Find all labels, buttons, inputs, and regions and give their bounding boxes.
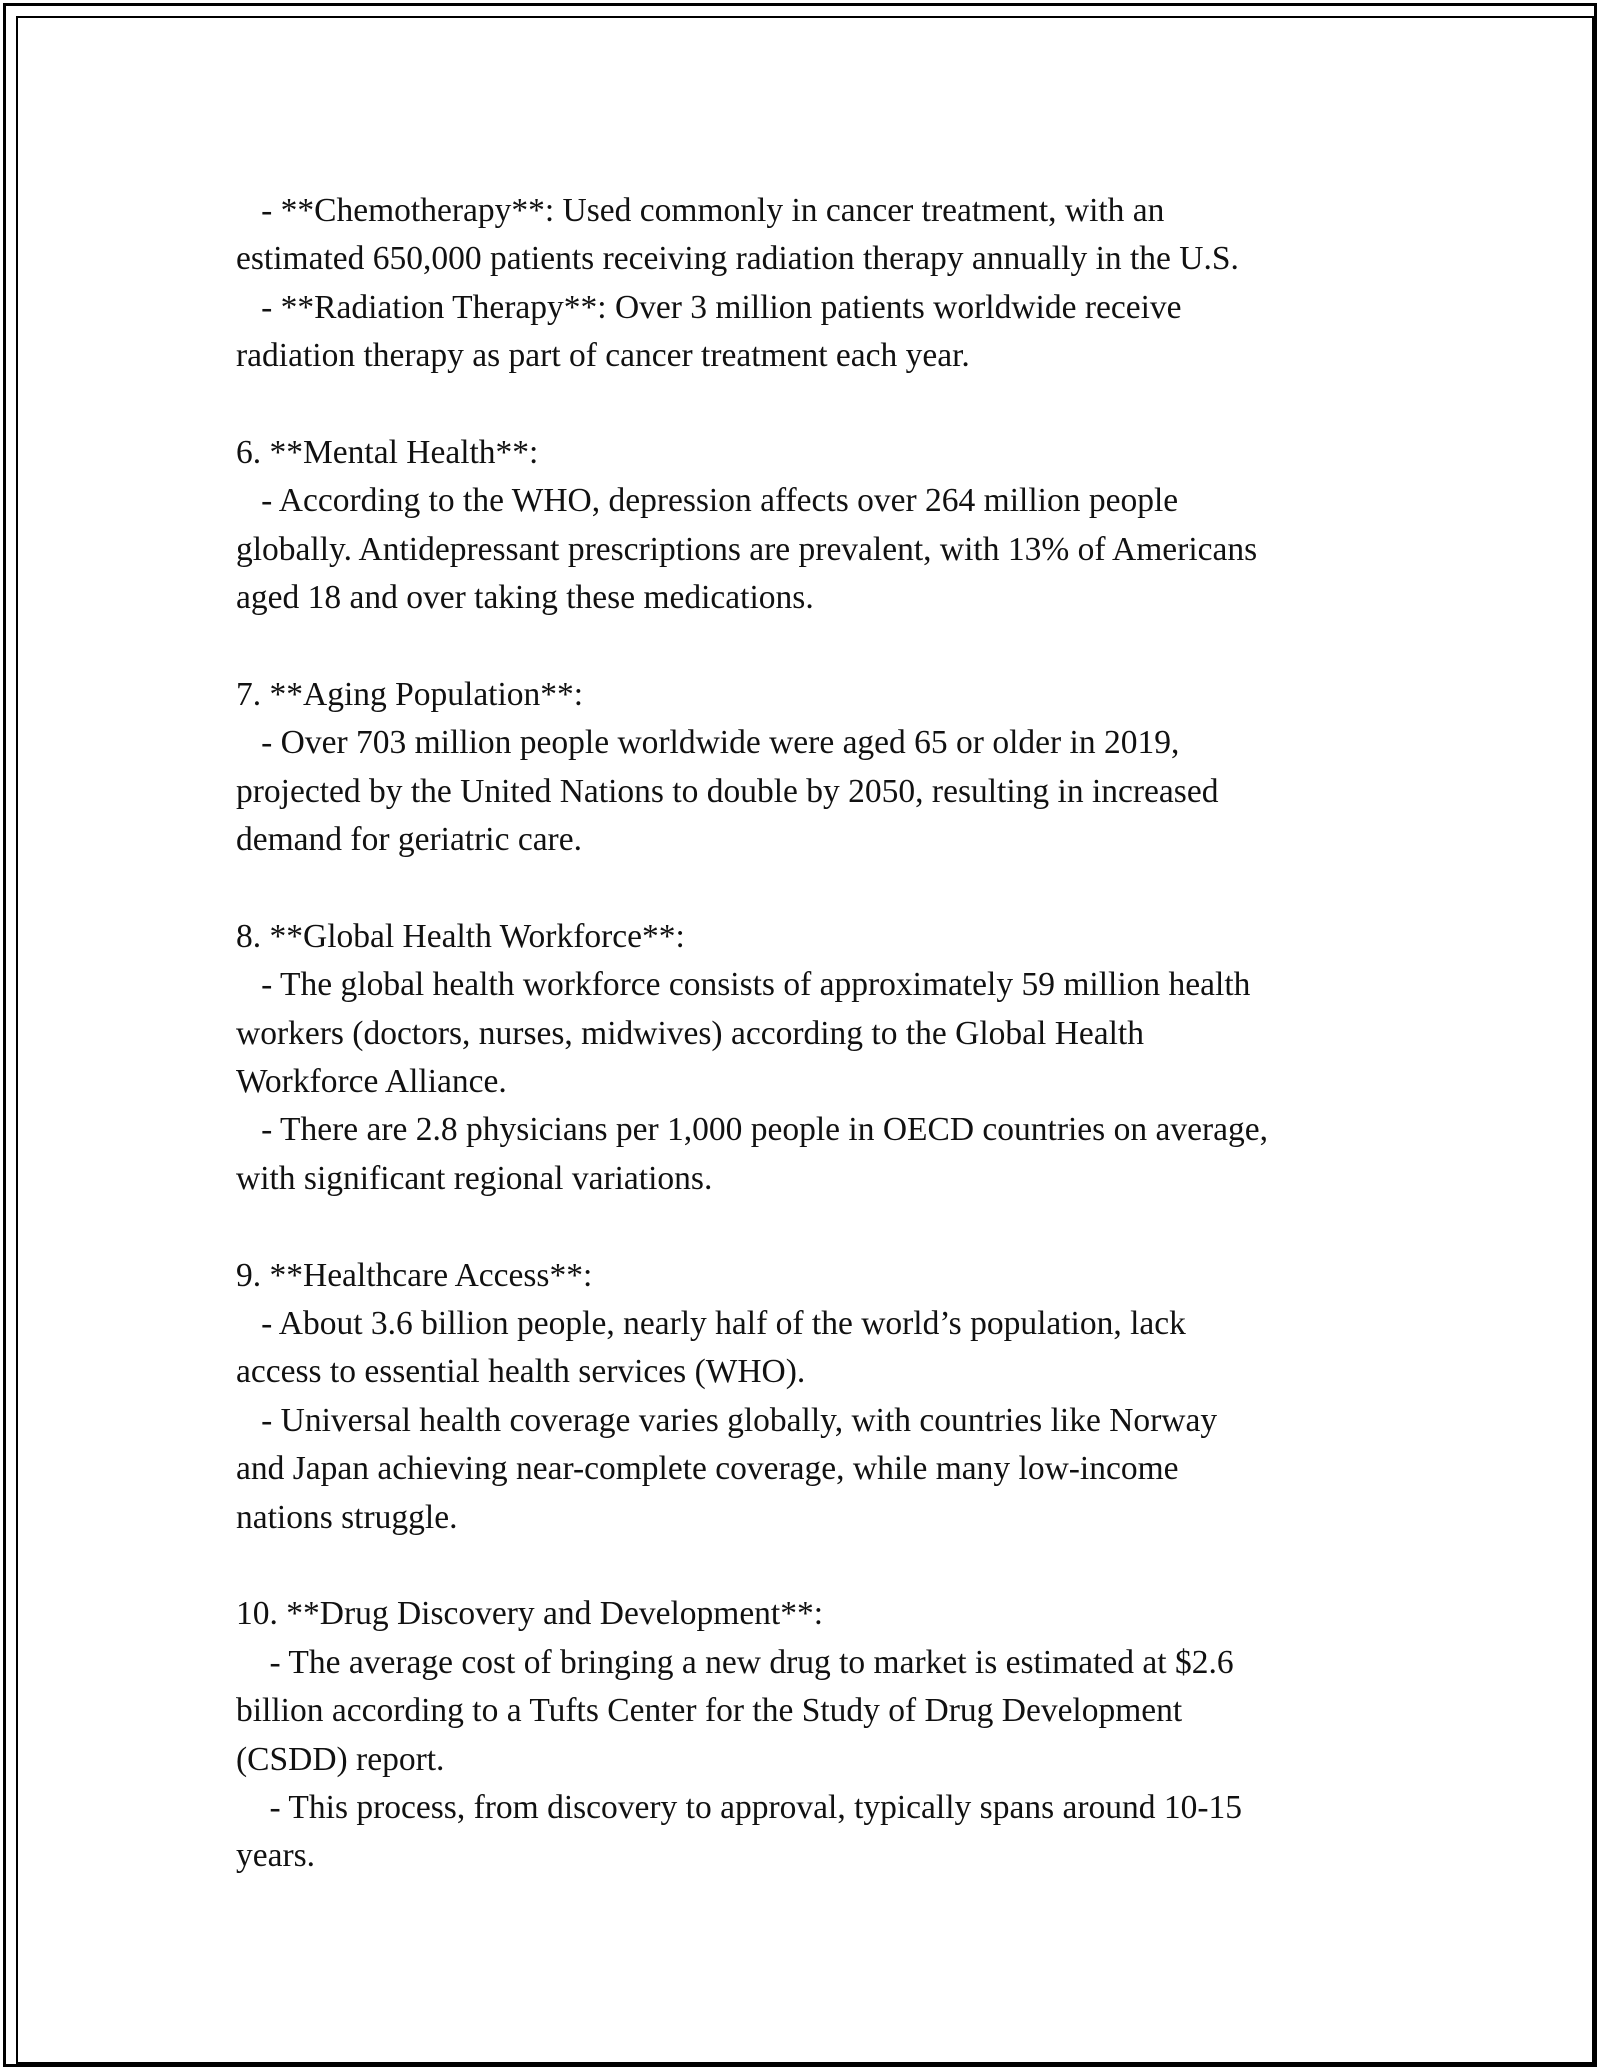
blank-line [236, 1542, 1386, 1590]
text-line: estimated 650,000 patients receiving radiation therapy annually in the U.S. [236, 240, 1239, 278]
text-line: with significant regional variations. [236, 1159, 713, 1197]
text-line: - The average cost of bringing a new drug to market is estimated at $2.6 [236, 1643, 1234, 1681]
section-heading-healthcare-access: 9. **Healthcare Access**: [236, 1256, 593, 1294]
text-line: - This process, from discovery to approval, typically spans around 10-15 [236, 1788, 1243, 1826]
text-line: aged 18 and over taking these medications. [236, 579, 814, 617]
text-line: (CSDD) report. [236, 1740, 445, 1778]
section-heading-global-health-workforce: 8. **Global Health Workforce**: [236, 917, 685, 955]
text-line: demand for geriatric care. [236, 821, 582, 859]
text-line: projected by the United Nations to double by 2050, resulting in increased [236, 772, 1219, 810]
text-line: - **Chemotherapy**: Used commonly in cancer treatment, with an [236, 192, 1165, 229]
section-heading-aging-population: 7. **Aging Population**: [236, 675, 584, 713]
text-line: - About 3.6 billion people, nearly half of the world’s population, lack [236, 1304, 1186, 1342]
blank-line [236, 864, 1386, 912]
section-heading-mental-health: 6. **Mental Health**: [236, 433, 539, 471]
section-heading-drug-discovery: 10. **Drug Discovery and Development**: [236, 1595, 824, 1633]
text-line: nations struggle. [236, 1498, 458, 1536]
text-line: - The global health workforce consists of approximately 59 million health [236, 966, 1251, 1004]
text-line: - **Radiation Therapy**: Over 3 million patients worldwide receive [236, 288, 1182, 326]
text-line: years. [236, 1837, 316, 1875]
text-line: - According to the WHO, depression affects over 264 million people [236, 482, 1179, 520]
blank-line [236, 623, 1386, 671]
text-line: and Japan achieving near-complete coverage, while many low-income [236, 1450, 1179, 1488]
text-line: - There are 2.8 physicians per 1,000 people in OECD countries on average, [236, 1111, 1268, 1149]
text-line: - Over 703 million people worldwide were aged 65 or older in 2019, [236, 724, 1180, 762]
blank-line [236, 381, 1386, 429]
text-line: billion according to a Tufts Center for the Study of Drug Development [236, 1692, 1183, 1730]
text-line: access to essential health services (WHO). [236, 1353, 806, 1391]
text-line: workers (doctors, nurses, midwives) according to the Global Health [236, 1014, 1144, 1052]
text-line: radiation therapy as part of cancer treatment each year. [236, 337, 970, 375]
text-line: - Universal health coverage varies globally, with countries like Norway [236, 1401, 1218, 1439]
document-body [236, 187, 1386, 1881]
text-line: Workforce Alliance. [236, 1063, 507, 1101]
blank-line [236, 1203, 1386, 1251]
text-line: globally. Antidepressant prescriptions are prevalent, with 13% of Americans [236, 530, 1258, 568]
